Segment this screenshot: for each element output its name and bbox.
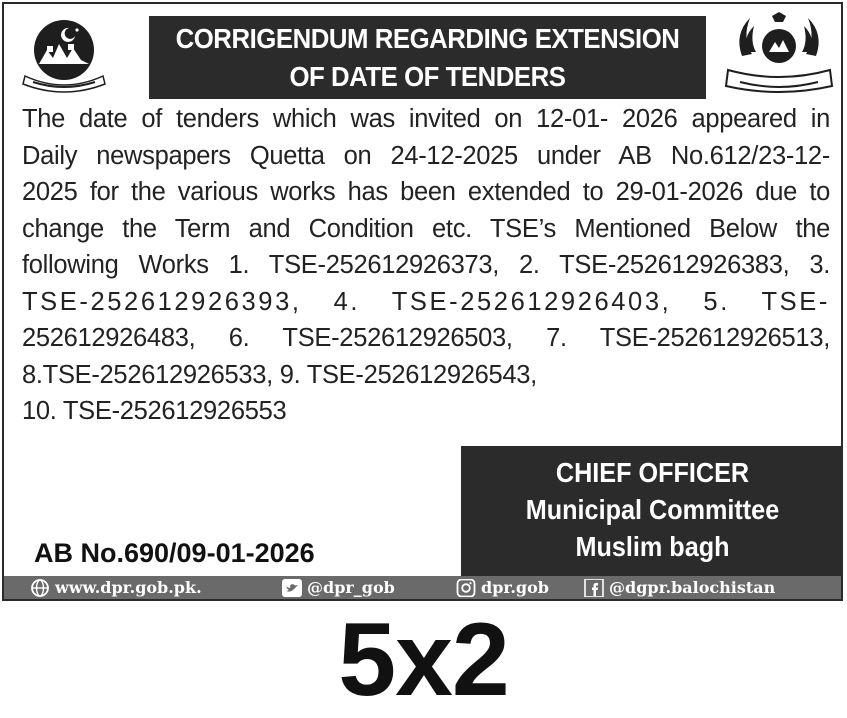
- signature-block: [461, 446, 843, 578]
- footer-instagram[interactable]: [456, 578, 549, 597]
- advertisement-frame: [2, 2, 843, 601]
- facebook-handle: @dgpr.balochistan: [609, 578, 776, 597]
- body-line: 252612926483, 6. TSE-252612926503, 7. TSE-252612926513,: [22, 324, 830, 352]
- tender-notice-body: [22, 101, 830, 430]
- body-line: TSE-252612926393, 4. TSE-252612926403, 5. TSE-: [22, 287, 830, 316]
- body-line: 8.TSE-252612926533, 9. TSE-252612926543,: [22, 360, 537, 389]
- body-line: Daily newspapers Quetta on 24-12-2025 under AB No.612/23-12-: [22, 141, 830, 170]
- footer-social-bar: [4, 576, 841, 601]
- instagram-handle: dpr.gob: [481, 578, 549, 597]
- balochistan-emblem-logo: [17, 14, 112, 96]
- ad-size-label: 5x2: [338, 602, 509, 718]
- officer-office: Municipal Committee: [525, 494, 780, 525]
- body-line: 2025 for the various works has been extended to 29-01-2026 due to: [22, 178, 830, 206]
- body-line: The date of tenders which was invited on 12-01- 2026 appeared in: [22, 105, 830, 133]
- globe-icon: [30, 579, 50, 597]
- municipal-committee-logo: [720, 12, 838, 98]
- body-line: following Works 1. TSE-252612926373, 2. TSE-252612926383, 3.: [22, 251, 830, 279]
- officer-designation: CHIEF OFFICER: [555, 457, 750, 488]
- ab-number: AB No.690/09-01-2026: [34, 538, 315, 568]
- body-line: change the Term and Condition etc. TSE’s Mentioned Below the: [22, 214, 830, 243]
- twitter-handle: @dpr_gob: [307, 578, 395, 597]
- footer-facebook[interactable]: [584, 578, 775, 597]
- footer-website[interactable]: [30, 578, 202, 597]
- title-line-1: CORRIGENDUM REGARDING EXTENSION: [175, 23, 680, 54]
- title-banner: [149, 16, 706, 99]
- instagram-icon: [456, 579, 476, 597]
- facebook-icon: [584, 579, 604, 597]
- body-line: 10. TSE-252612926553: [22, 397, 287, 425]
- footer-twitter[interactable]: [282, 578, 395, 597]
- title-line-2: OF DATE OF TENDERS: [289, 61, 566, 92]
- officer-location: Muslim bagh: [575, 531, 730, 562]
- website-text: www.dpr.gob.pk.: [55, 578, 202, 597]
- twitter-icon: [282, 579, 302, 597]
